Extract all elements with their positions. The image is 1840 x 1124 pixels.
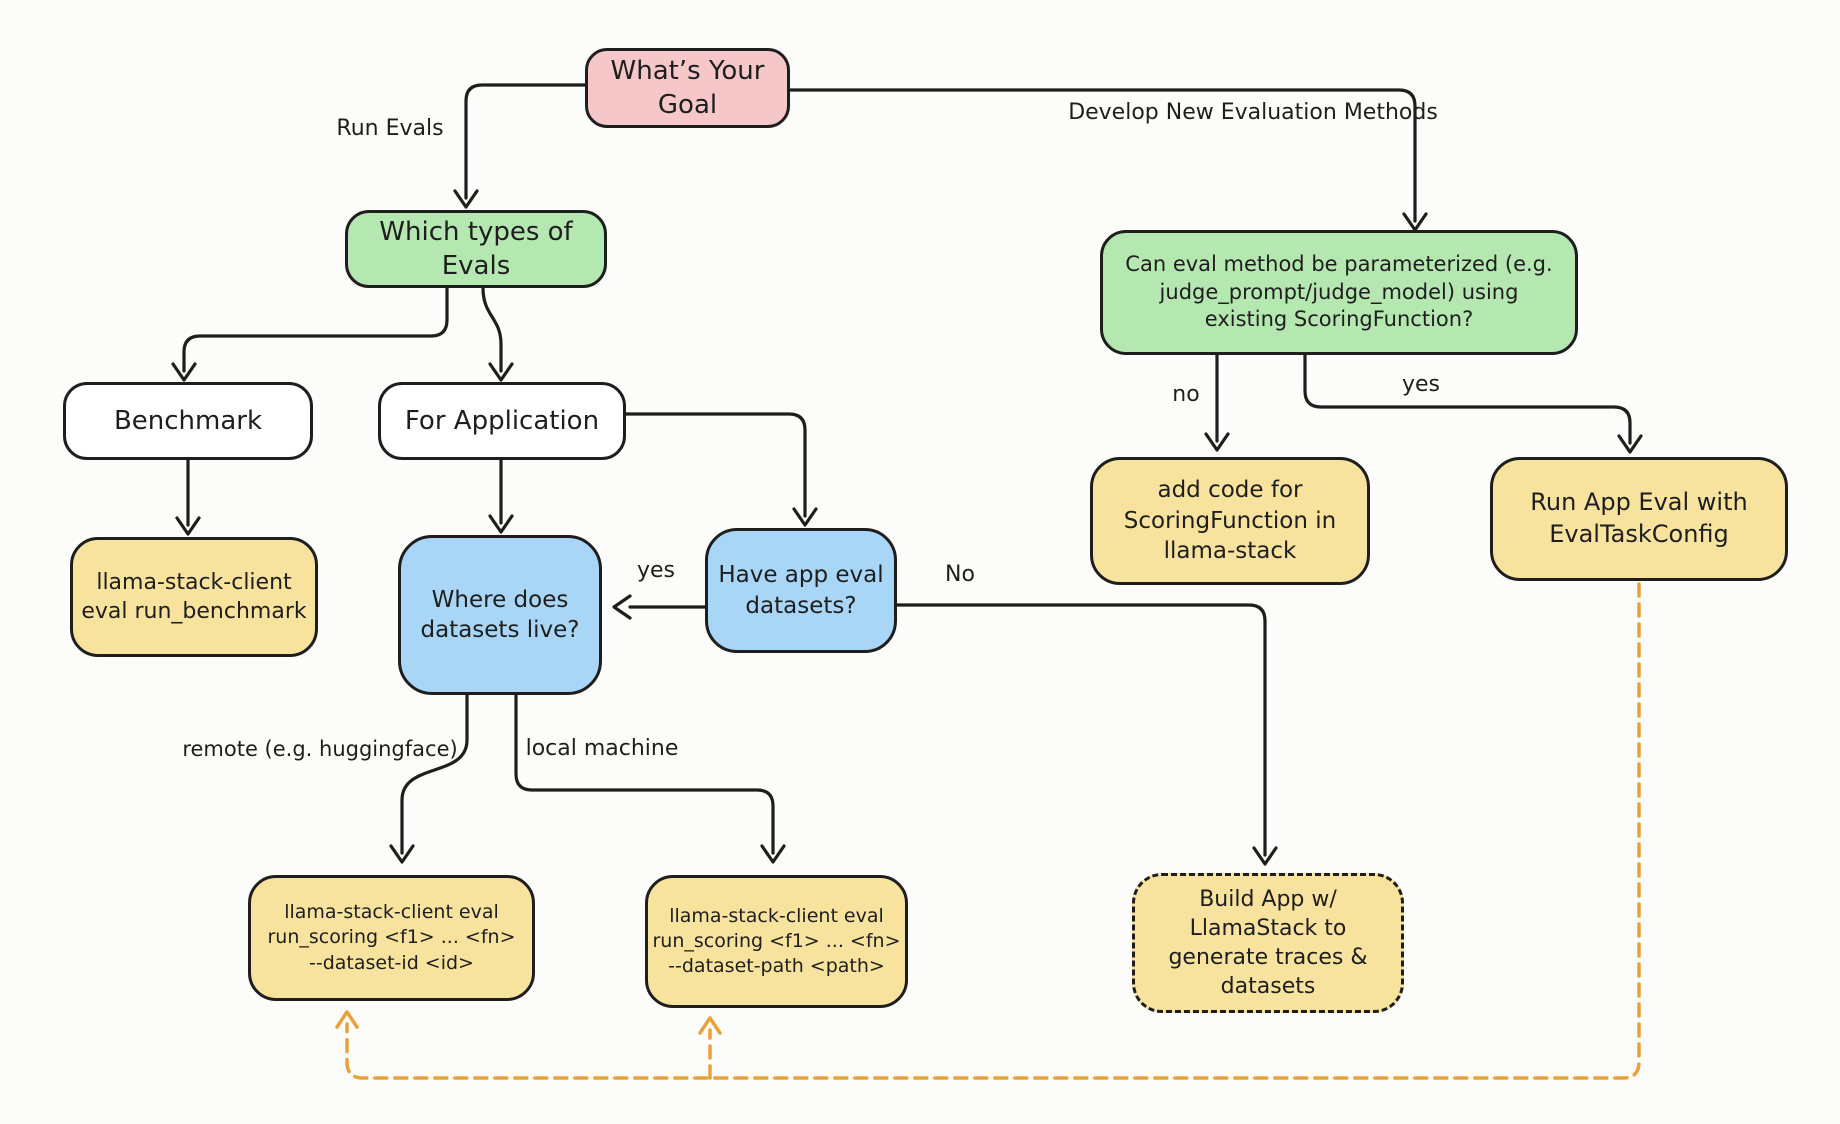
node-line: What’s Your <box>610 55 765 86</box>
node-line: datasets <box>1220 974 1316 1000</box>
node-whats-your-goal <box>585 48 790 128</box>
node-line: Benchmark <box>113 405 263 436</box>
node-build-app-with-llamastack <box>1132 873 1404 1013</box>
node-line: Where does <box>431 586 569 613</box>
node-line: datasets live? <box>420 617 580 643</box>
edge-can-parameterized-yes-to-run-app-eval <box>1305 355 1630 443</box>
node-run-app-eval-with-evaltaskconfig <box>1490 457 1788 581</box>
node-add-code-for-scoringfunction <box>1090 457 1370 585</box>
edge-label-no-have-datasets: No <box>945 562 975 587</box>
edge-label-yes-have-datasets: yes <box>636 558 676 583</box>
node-can-eval-method-be-parameterized <box>1100 230 1578 355</box>
node-line: run_scoring <f1> ... <fn> <box>652 929 901 952</box>
node-line: For Application <box>404 405 600 436</box>
edge-which-types-to-benchmark <box>184 288 447 371</box>
node-line: ScoringFunction in <box>1123 507 1337 534</box>
node-line: generate traces & <box>1168 945 1368 970</box>
node-line: existing ScoringFunction? <box>1204 307 1474 332</box>
edge-have-datasets-no-to-build-app <box>897 605 1265 855</box>
node-line: --dataset-path <path> <box>668 955 885 978</box>
node-line: EvalTaskConfig <box>1549 520 1729 548</box>
edge-label-line: Develop New Evaluation <box>1068 100 1337 125</box>
node-line: datasets? <box>745 592 857 619</box>
node-line: Build App w/ <box>1199 886 1337 912</box>
node-line: LlamaStack to <box>1189 915 1347 941</box>
node-which-types-of-evals <box>345 210 607 288</box>
node-line: Which types of <box>379 216 573 247</box>
node-run-scoring-dataset-id-command <box>248 875 535 1001</box>
edge-label-run-evals: Run Evals <box>336 116 444 141</box>
node-run-scoring-dataset-path-command <box>645 875 908 1008</box>
node-line: run_scoring <f1> ... <fn> <box>267 926 516 949</box>
edge-where-local-to-run-scoring-path <box>516 695 773 853</box>
edge-label-yes-scoringfunction: yes <box>1401 372 1441 397</box>
node-line: eval run_benchmark <box>81 599 307 624</box>
node-have-app-eval-datasets <box>705 528 897 653</box>
node-line: --dataset-id <id> <box>309 951 474 974</box>
node-benchmark <box>63 382 313 460</box>
edge-where-remote-to-run-scoring-id <box>402 695 467 853</box>
node-for-application <box>378 382 626 460</box>
edge-label-develop-new-evaluation-methods <box>1053 98 1453 128</box>
node-line: Can eval method be parameterized (e.g. <box>1125 251 1553 276</box>
edge-for-application-to-have-datasets <box>626 414 805 516</box>
node-line: Have app eval <box>718 562 884 589</box>
edge-label-no-scoringfunction: no <box>1172 382 1200 407</box>
edge-label-remote-huggingface: remote (e.g. huggingface) <box>182 737 458 761</box>
node-line: llama-stack-client eval <box>669 904 884 927</box>
node-line: llama-stack-client <box>96 569 292 595</box>
node-line: Evals <box>441 251 511 281</box>
node-run-benchmark-command <box>70 537 318 657</box>
node-where-does-datasets-live <box>398 535 602 695</box>
arrowhead <box>614 596 630 618</box>
edge-which-types-to-for-application <box>483 288 501 371</box>
node-line: llama-stack <box>1163 538 1297 565</box>
node-line: llama-stack-client eval <box>284 901 499 924</box>
node-line: Run App Eval with <box>1530 488 1748 517</box>
node-line: judge_prompt/judge_model) using <box>1159 279 1519 304</box>
node-line: Goal <box>657 90 718 120</box>
edge-label-line: Methods <box>1343 100 1438 125</box>
edge-label-local-machine: local machine <box>525 736 679 761</box>
node-line: add code for <box>1157 477 1303 504</box>
